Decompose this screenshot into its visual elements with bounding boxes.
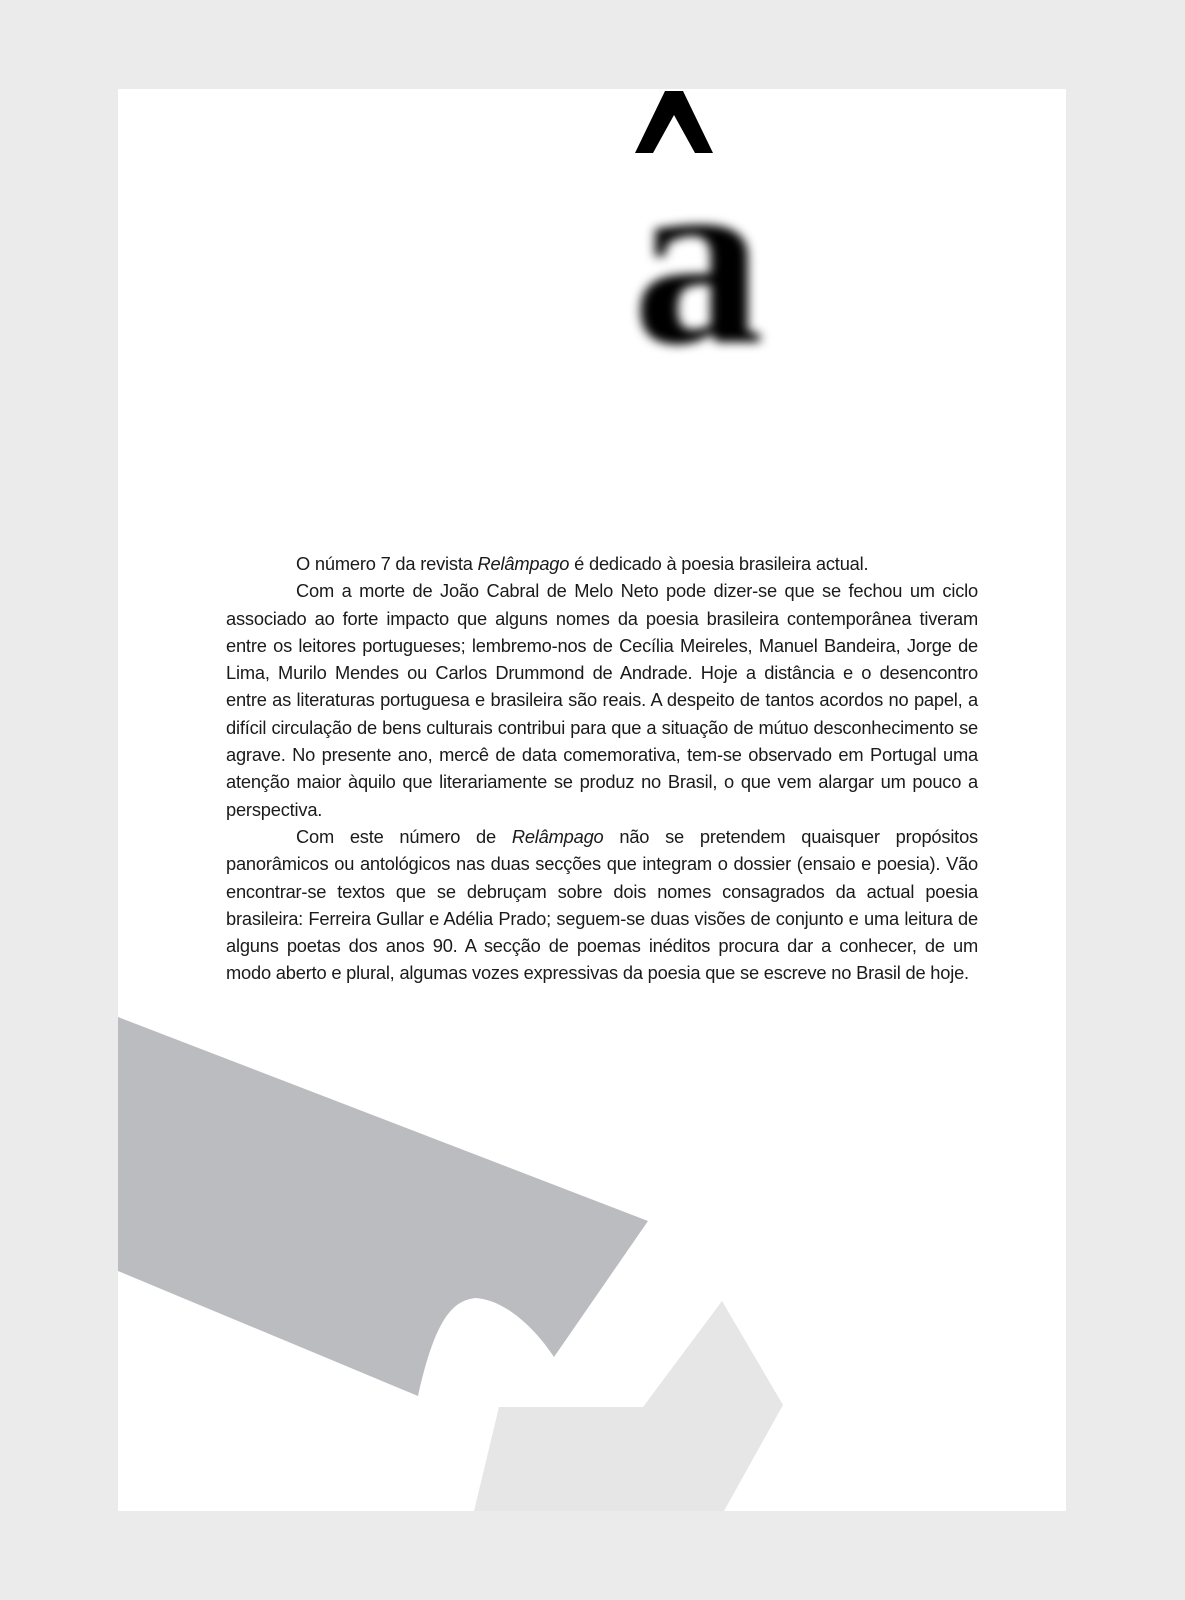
- editorial-text: [226, 550, 978, 987]
- gray-angled-shape: [118, 1017, 648, 1396]
- magazine-title: Relâmpago: [477, 553, 570, 574]
- blurred-letter-a: a: [632, 120, 764, 397]
- paragraph-intro: O número 7 da revista Relâmpago é dedicado à poesia brasileira actual.: [296, 553, 869, 574]
- magazine-page: [118, 89, 1066, 1511]
- paragraph-contents: Com este número de Relâmpago não se pretendem quaisquer propósitos panorâmicos ou antológicos nas duas secções que integram o dossier (ensaio e poesia). Vão encontrar-se textos que se debruçam sobre dois nomes consagrados da actual poesia brasileira: Ferreira Gullar e Adélia Prado; seguem-se duas visões de conjunto e uma leitura de alguns poetas dos anos 90. A secção de poemas inéditos procura dar a conhecer, de um modo aberto e plural, algumas vozes expressivas da poesia que se escreve no Brasil de hoje.: [226, 825, 978, 984]
- light-gray-angled-shape: [474, 1301, 783, 1511]
- paragraph-context: Com a morte de João Cabral de Melo Neto pode dizer-se que se fechou um ciclo associado ao forte impacto que alguns nomes da poesia brasileira contemporânea tiveram entre os leitores portugueses; lembremo-nos de Cecília Meireles, Manuel Bandeira, Jorge de Lima, Murilo Mendes ou Carlos Drummond de Andrade. Hoje a distância e o desencontro entre as literaturas portuguesa e brasileira são reais. A despeito de tantos acordos no papel, a difícil circulação de bens culturais contribui para que a situação de mútuo desconhecimento se agrave. No presente ano, mercê de data comemorativa, tem-se observado em Portugal uma atenção maior àquilo que literariamente se produz no Brasil, o que vem alargar um pouco a perspectiva.: [226, 580, 978, 820]
- magazine-title: Relâmpago: [511, 825, 604, 847]
